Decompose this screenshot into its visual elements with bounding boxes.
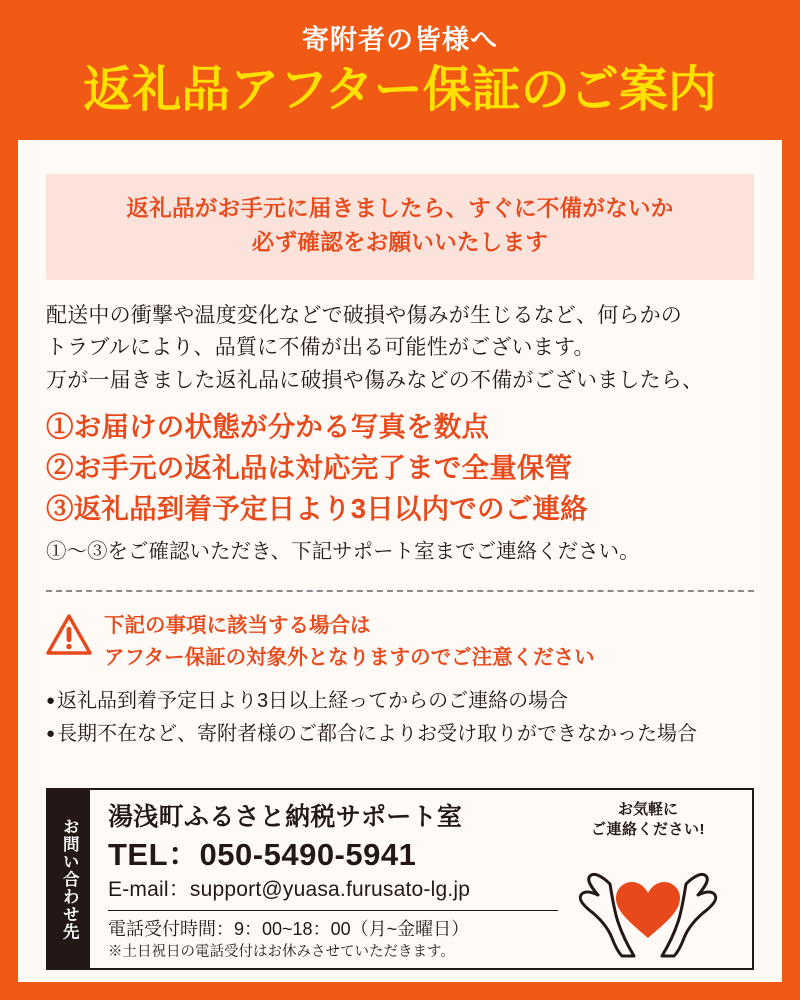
contact-details bbox=[90, 790, 752, 968]
exclusion-list bbox=[46, 685, 754, 750]
illustration-caption-line-1: お気軽に bbox=[617, 801, 678, 818]
warning-text bbox=[98, 610, 595, 674]
intro-line-1: 配送中の衝撃や温度変化などで破損や傷みが生じるなど、何らかの bbox=[46, 303, 682, 327]
list-item bbox=[46, 685, 754, 717]
list-item bbox=[46, 718, 754, 750]
illustration-caption bbox=[548, 800, 748, 841]
step-item-1: ①お届けの状態が分かる写真を数点 bbox=[46, 411, 490, 443]
bullet-dot-icon: ● bbox=[46, 692, 56, 710]
notice-line-1: 返礼品がお手元に届きましたら、すぐに不備がないか bbox=[126, 196, 674, 221]
warning-line-2: アフター保証の対象外となりますのでご注意ください bbox=[104, 645, 595, 669]
closing-text: ①〜③をご確認いただき、下記サポート室までご連絡ください。 bbox=[46, 540, 640, 564]
step-item-3: ③返礼品到着予定日より3日以内でのご連絡 bbox=[46, 492, 588, 524]
notice-box bbox=[46, 174, 754, 280]
contact-email[interactable]: E-mail：support@yuasa.furusato-lg.jp bbox=[108, 877, 471, 901]
header bbox=[0, 0, 800, 121]
notice-line-2: 必ず確認をお願いいたします bbox=[251, 229, 549, 255]
intro-line-3: 万が一届きました返礼品に破損や傷みなどの不備がございましたら、 bbox=[46, 368, 704, 392]
hands-holding-heart-icon bbox=[548, 790, 748, 968]
exclusion-text-1: 返礼品到着予定日より3日以上経ってからのご連絡の場合 bbox=[57, 690, 569, 713]
bullet-dot-icon: ● bbox=[46, 724, 56, 742]
warning-block bbox=[46, 610, 754, 674]
exclusion-text-2: 長期不在など、寄附者様のご都合によりお受け取りができなかった場合 bbox=[57, 722, 698, 745]
intro-line-2: トラブルにより、品質に不備が出る可能性がございます。 bbox=[46, 336, 595, 360]
contact-divider bbox=[108, 910, 558, 911]
warning-line-1: 下記の事項に該当する場合は bbox=[104, 613, 371, 637]
illustration-caption-line-2: ご連絡ください! bbox=[591, 821, 705, 839]
contact-hours: 電話受付時間：9：00~18：00（月~金曜日） bbox=[108, 919, 470, 940]
intro-paragraph bbox=[46, 300, 754, 398]
step-item-2: ②お手元の返礼品は対応完了まで全量保管 bbox=[46, 451, 573, 483]
warning-triangle-icon bbox=[46, 610, 98, 661]
contact-organization: 湯浅町ふるさと納税サポート室 bbox=[108, 803, 463, 831]
contact-phone[interactable]: TEL：050-5490-5941 bbox=[108, 837, 417, 872]
contact-tab-label: お問い合わせ先 bbox=[48, 790, 90, 968]
steps-list bbox=[46, 407, 754, 529]
dashed-divider bbox=[46, 590, 754, 592]
contact-box bbox=[46, 788, 754, 970]
contact-note: ※土日祝日の電話受付はお休みさせていただきます。 bbox=[108, 944, 455, 961]
header-subtitle: 寄附者の皆様へ bbox=[302, 25, 498, 55]
page-title: 返礼品アフター保証のご案内 bbox=[83, 62, 717, 117]
